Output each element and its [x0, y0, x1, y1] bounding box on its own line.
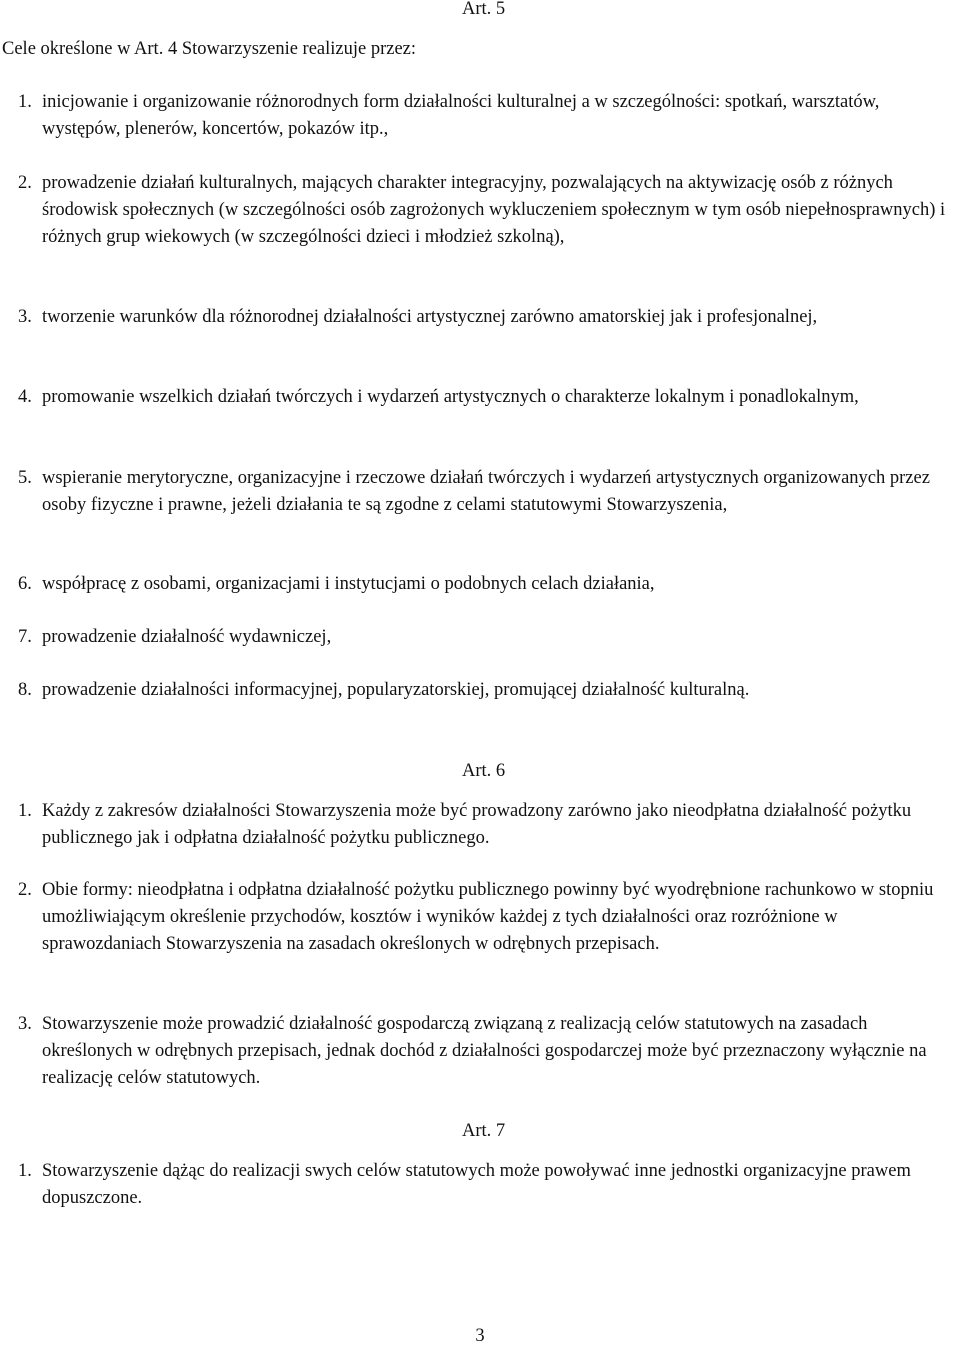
page-number: 3 [475, 1326, 485, 1346]
item-number: 6. [18, 574, 32, 594]
list-item [18, 677, 960, 704]
item-text: Obie formy: nieodpłatna i odpłatna działalność pożytku publicznego powinny być wyodrębnione rachunkowo w stopniu umożliwiającym określenie przychodów, kosztów i wyników każdej z tych działalności oraz rozróżnione w sprawozdaniach Stowarzyszenia na zasadach określonych w odrębnych przepisach. [42, 880, 934, 954]
item-number: 2. [18, 880, 32, 900]
list-item [18, 170, 960, 251]
item-text: współpracę z osobami, organizacjami i instytucjami o podobnych celach działania, [42, 574, 655, 594]
item-text: Każdy z zakresów działalności Stowarzyszenia może być prowadzony zarówno jako nieodpłatna działalność pożytku publicznego jak i odpłatna działalność pożytku publicznego. [42, 801, 912, 848]
item-number: 5. [18, 468, 32, 488]
article-6-heading: Art. 6 [462, 761, 506, 781]
list-item [18, 384, 960, 411]
item-number: 3. [18, 307, 32, 327]
item-text: inicjowanie i organizowanie różnorodnych form działalności kulturalnej a w szczególności: spotkań, warsztatów, występów, plenerów, koncertów, pokazów itp., [42, 92, 880, 139]
item-text: promowanie wszelkich działań twórczych i wydarzeń artystycznych o charakterze lokalnym i ponadlokalnym, [42, 387, 859, 407]
list-item [18, 89, 960, 143]
item-text: prowadzenie działalność wydawniczej, [42, 627, 332, 647]
item-number: 3. [18, 1014, 32, 1034]
item-number: 2. [18, 173, 32, 193]
article-5-heading: Art. 5 [462, 0, 506, 19]
article-5-intro: Cele określone w Art. 4 Stowarzyszenie realizuje przez: [2, 39, 417, 59]
list-item [18, 798, 960, 852]
item-text: wspieranie merytoryczne, organizacyjne i rzeczowe działań twórczych i wydarzeń artystycznych organizowanych przez osoby fizyczne i prawne, jeżeli działania te są zgodne z celami statutowymi Stowarzyszenia, [42, 468, 930, 515]
item-number: 4. [18, 387, 32, 407]
list-item [18, 1158, 960, 1212]
item-number: 1. [18, 801, 32, 821]
item-text: Stowarzyszenie może prowadzić działalność gospodarczą związaną z realizacją celów statutowych na zasadach określonych w odrębnych przepisach, jednak dochód z działalności gospodarczej może być przeznaczony wyłącznie na realizację celów statutowych. [42, 1014, 927, 1088]
item-text: Stowarzyszenie dążąc do realizacji swych celów statutowych może powoływać inne jednostki organizacyjne prawem dopuszczone. [42, 1161, 911, 1208]
list-item [18, 465, 960, 519]
item-number: 7. [18, 627, 32, 647]
list-item [18, 571, 960, 598]
item-text: prowadzenie działalności informacyjnej, popularyzatorskiej, promującej działalność kulturalną. [42, 680, 750, 700]
item-text: prowadzenie działań kulturalnych, mających charakter integracyjny, pozwalających na aktywizację osób z różnych środowisk społecznych (w szczególności osób zagrożonych wykluczeniem społecznym w tym osób niepełnosprawnych) i różnych grup wiekowych (w szczególności dzieci i młodzież szkolną), [42, 173, 946, 247]
item-number: 1. [18, 92, 32, 112]
list-item [18, 877, 960, 958]
list-item [18, 624, 960, 651]
list-item [18, 304, 960, 331]
list-item [18, 1011, 960, 1092]
item-number: 1. [18, 1161, 32, 1181]
article-7-heading: Art. 7 [462, 1121, 506, 1141]
item-text: tworzenie warunków dla różnorodnej działalności artystycznej zarówno amatorskiej jak i profesjonalnej, [42, 307, 818, 327]
item-number: 8. [18, 680, 32, 700]
